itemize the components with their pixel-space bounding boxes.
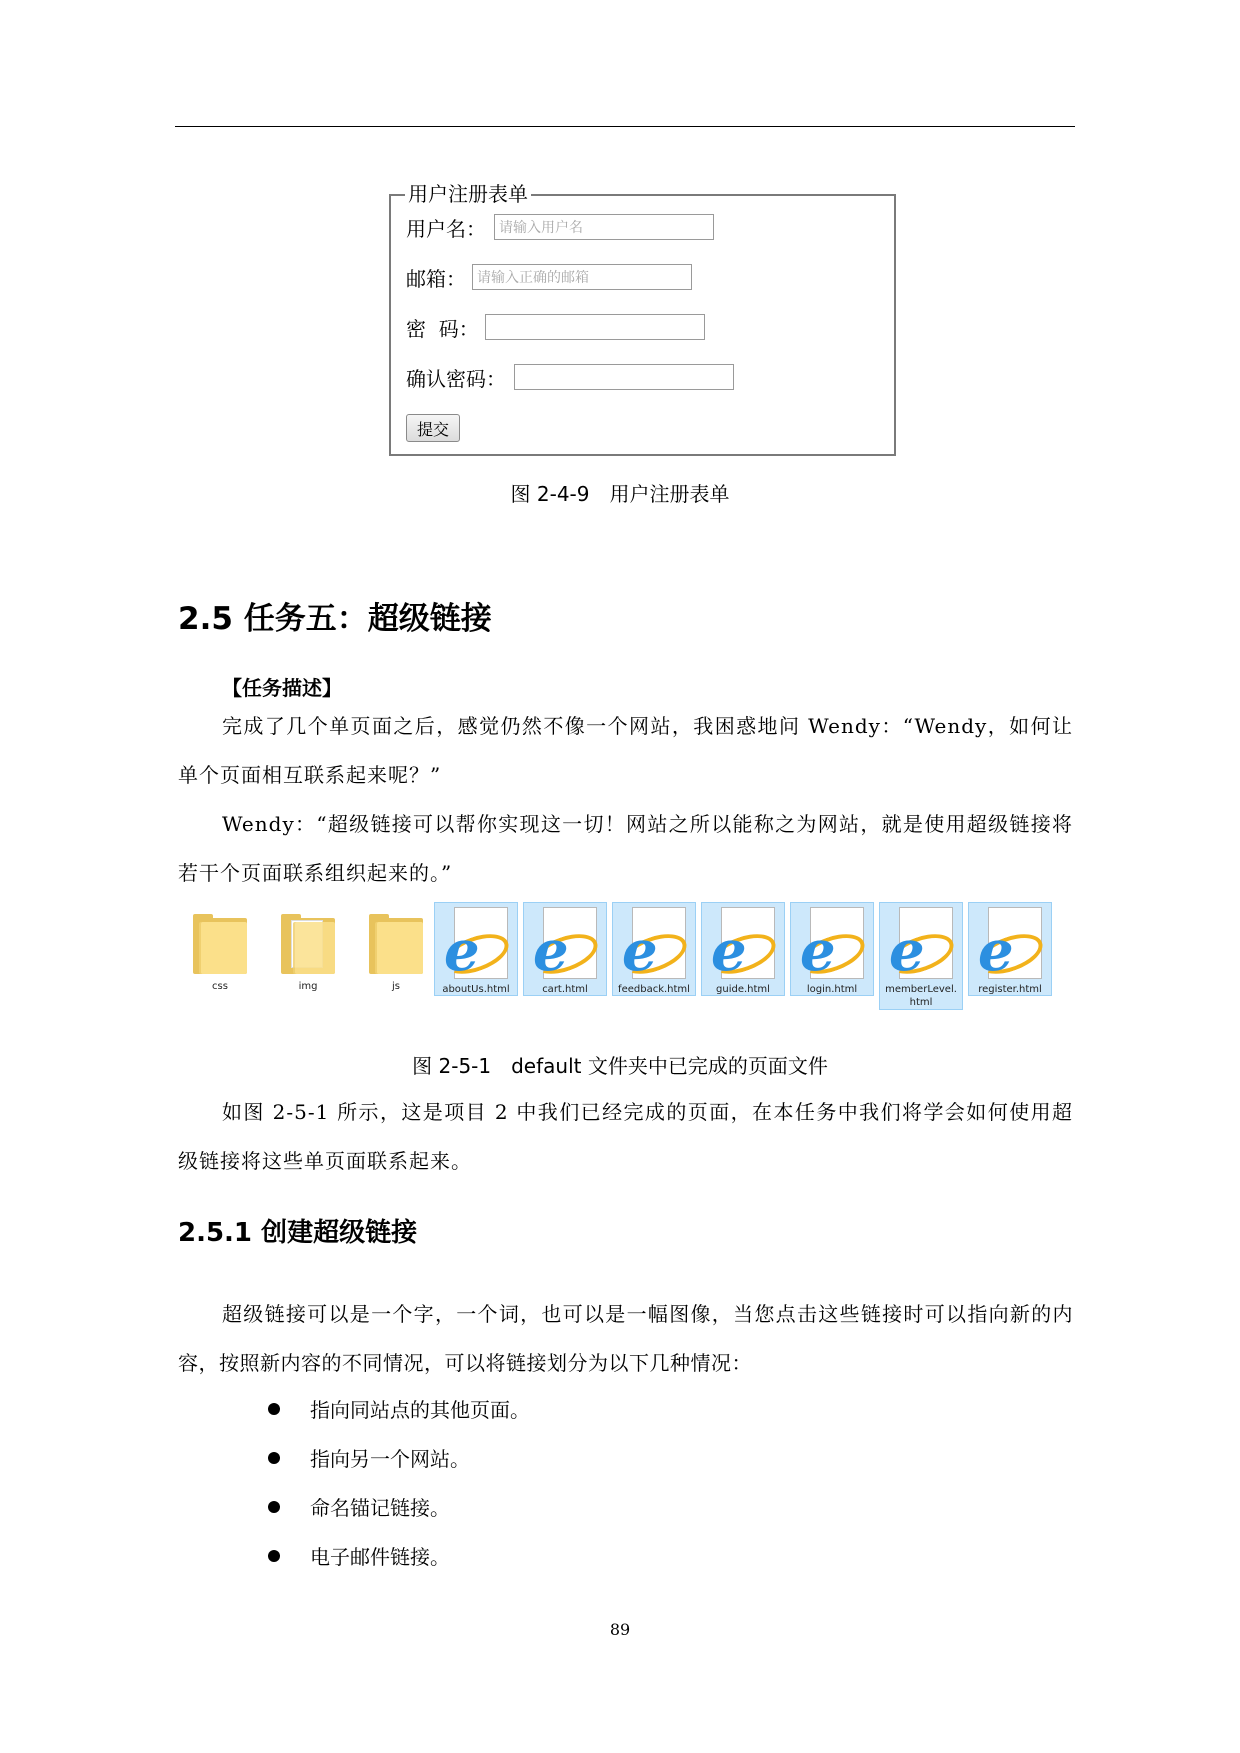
file-item[interactable]: e cart.html — [523, 902, 607, 996]
bullet-icon — [268, 1501, 280, 1513]
header-rule — [175, 126, 1075, 127]
bullet-icon — [268, 1550, 280, 1562]
submit-button[interactable]: 提交 — [406, 414, 460, 442]
files-figure — [178, 902, 1058, 1012]
password-label: 密 码： — [406, 316, 479, 341]
password-row — [406, 312, 705, 342]
username-input[interactable]: 请输入用户名 — [494, 214, 714, 240]
confirm-password-input[interactable] — [514, 364, 734, 390]
list-item: 指向同站点的其他页面。 — [268, 1384, 530, 1433]
email-row — [406, 262, 692, 292]
bullet-icon — [268, 1403, 280, 1415]
html-file-icon: e — [796, 905, 868, 981]
figure-caption-files: 图 2-5-1 default 文件夹中已完成的页面文件 — [412, 1054, 828, 1078]
section-heading: 2.5 任务五：超级链接 — [178, 601, 492, 637]
html-file-icon: e — [974, 905, 1046, 981]
email-input[interactable]: 请输入正确的邮箱 — [472, 264, 692, 290]
password-input[interactable] — [485, 314, 705, 340]
username-label: 用户名： — [406, 216, 486, 241]
html-file-icon: e — [707, 905, 779, 981]
paragraph-4: 超级链接可以是一个字，一个词，也可以是一幅图像，当您点击这些链接时可以指向新的内容，按照新内容的不同情况，可以将链接划分为以下几种情况： — [178, 1302, 1073, 1375]
folder-documents-icon — [281, 912, 335, 974]
html-file-icon: e — [440, 905, 512, 981]
file-item[interactable]: e login.html — [790, 902, 874, 996]
list-item: 指向另一个网站。 — [268, 1433, 530, 1482]
confirm-password-row — [406, 362, 734, 392]
bullet-icon — [268, 1452, 280, 1464]
html-file-icon: e — [529, 905, 601, 981]
username-row — [406, 212, 714, 242]
registration-form-figure — [389, 182, 896, 456]
list-item: 命名锚记链接。 — [268, 1482, 530, 1531]
bullet-list — [268, 1384, 530, 1580]
task-description-label: 【任务描述】 — [222, 676, 342, 700]
html-file-icon: e — [618, 905, 690, 981]
file-item[interactable]: e feedback.html — [612, 902, 696, 996]
paragraph-3: 如图 2-5-1 所示，这是项目 2 中我们已经完成的页面，在本任务中我们将学会如何使用超级链接将这些单页面联系起来。 — [178, 1100, 1073, 1173]
paragraph-2: Wendy：“超级链接可以帮你实现这一切！网站之所以能称之为网站，就是使用超级链接将若干个页面联系组织起来的。” — [178, 812, 1073, 885]
file-item[interactable]: e memberLevel.html — [879, 902, 963, 1010]
file-item[interactable]: e guide.html — [701, 902, 785, 996]
paragraph-1: 完成了几个单页面之后，感觉仍然不像一个网站，我困惑地问 Wendy：“Wendy，如何让单个页面相互联系起来呢？” — [178, 714, 1073, 787]
folder-icon — [369, 912, 423, 974]
confirm-password-label: 确认密码： — [406, 366, 506, 391]
figure-caption-form: 图 2-4-9 用户注册表单 — [510, 482, 730, 506]
file-item[interactable]: e aboutUs.html — [434, 902, 518, 996]
page-number: 89 — [609, 1620, 631, 1639]
subsection-heading: 2.5.1 创建超级链接 — [178, 1218, 418, 1248]
file-item[interactable]: img — [266, 902, 350, 993]
file-item[interactable]: js — [354, 902, 438, 993]
file-item[interactable]: e register.html — [968, 902, 1052, 996]
list-item: 电子邮件链接。 — [268, 1531, 530, 1580]
folder-icon — [193, 912, 247, 974]
file-item[interactable]: css — [178, 902, 262, 993]
email-label: 邮箱： — [406, 266, 466, 291]
html-file-icon: e — [885, 905, 957, 981]
form-legend: 用户注册表单 — [405, 182, 531, 206]
